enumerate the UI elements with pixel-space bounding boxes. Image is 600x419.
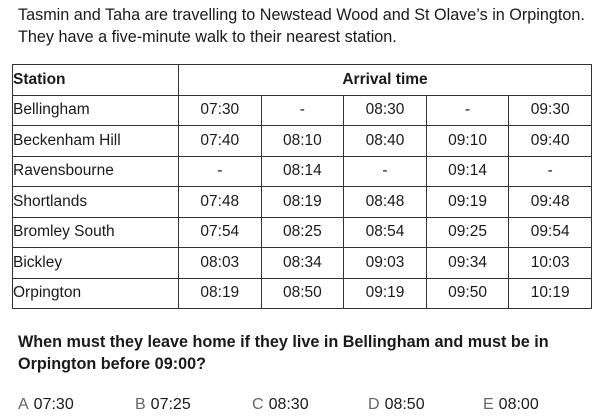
table-row <box>13 95 592 126</box>
option-letter: E <box>483 396 494 413</box>
arrival-time-cell: 09:34 <box>426 248 509 279</box>
arrival-time-cell: 09:19 <box>344 278 427 309</box>
arrival-time-cell: 08:19 <box>261 187 344 218</box>
arrival-time-cell: 07:40 <box>179 126 262 157</box>
arrival-time-cell: 09:48 <box>509 187 592 218</box>
arrival-time-cell: 08:40 <box>344 126 427 157</box>
answer-options <box>18 396 593 418</box>
arrival-time-cell: 08:48 <box>344 187 427 218</box>
arrival-time-cell: 09:54 <box>509 217 592 248</box>
question-text: When must they leave home if they live in Bellingham and must be in Orpington before 09:00? <box>18 333 549 373</box>
option-b[interactable] <box>135 396 191 414</box>
arrival-time-cell: 09:19 <box>426 187 509 218</box>
arrival-time-cell: 08:14 <box>261 156 344 187</box>
station-name-cell: Bickley <box>13 248 179 279</box>
arrival-time-cell: 10:03 <box>509 248 592 279</box>
arrival-time-cell: 07:30 <box>179 95 262 126</box>
option-letter: B <box>135 396 146 413</box>
arrival-time-cell: - <box>509 156 592 187</box>
timetable-header-row <box>13 65 592 96</box>
station-column-header: Station <box>13 65 179 96</box>
option-c[interactable] <box>252 396 309 414</box>
arrival-time-cell: - <box>426 95 509 126</box>
station-name-cell: Bellingham <box>13 95 179 126</box>
arrival-time-cell: 08:25 <box>261 217 344 248</box>
arrival-time-cell: 09:14 <box>426 156 509 187</box>
arrival-time-cell: 08:54 <box>344 217 427 248</box>
table-row <box>13 187 592 218</box>
table-row <box>13 126 592 157</box>
option-d[interactable] <box>368 396 425 414</box>
arrival-time-header: Arrival time <box>179 65 592 96</box>
option-value: 07:25 <box>150 396 191 413</box>
arrival-time-cell: - <box>179 156 262 187</box>
option-letter: A <box>18 396 29 413</box>
option-a[interactable] <box>18 396 74 414</box>
option-value: 08:30 <box>268 396 309 413</box>
option-value: 08:50 <box>384 396 425 413</box>
arrival-time-cell: 08:34 <box>261 248 344 279</box>
arrival-time-cell: 08:30 <box>344 95 427 126</box>
arrival-time-cell: 09:03 <box>344 248 427 279</box>
option-letter: D <box>368 396 380 413</box>
table-row <box>13 217 592 248</box>
arrival-time-cell: 09:10 <box>426 126 509 157</box>
arrival-time-cell: 09:40 <box>509 126 592 157</box>
arrival-time-cell: 09:30 <box>509 95 592 126</box>
station-name-cell: Orpington <box>13 278 179 309</box>
arrival-time-cell: 09:25 <box>426 217 509 248</box>
station-name-cell: Beckenham Hill <box>13 126 179 157</box>
intro-text: Tasmin and Taha are travelling to Newstead Wood and St Olave’s in Orpington. They have a five-minute walk to their nearest station. <box>18 6 585 46</box>
arrival-time-cell: 08:50 <box>261 278 344 309</box>
table-row <box>13 248 592 279</box>
arrival-time-cell: 10:19 <box>509 278 592 309</box>
arrival-time-cell: 08:19 <box>179 278 262 309</box>
arrival-time-cell: 08:03 <box>179 248 262 279</box>
table-row <box>13 278 592 309</box>
station-name-cell: Ravensbourne <box>13 156 179 187</box>
arrival-time-cell: - <box>344 156 427 187</box>
table-row <box>13 156 592 187</box>
arrival-time-cell: 09:50 <box>426 278 509 309</box>
option-value: 08:00 <box>498 396 539 413</box>
option-value: 07:30 <box>33 396 74 413</box>
station-name-cell: Bromley South <box>13 217 179 248</box>
station-name-cell: Shortlands <box>13 187 179 218</box>
train-timetable <box>12 64 592 309</box>
arrival-time-cell: 07:54 <box>179 217 262 248</box>
arrival-time-cell: 07:48 <box>179 187 262 218</box>
option-e[interactable] <box>483 396 539 414</box>
arrival-time-cell: 08:10 <box>261 126 344 157</box>
arrival-time-cell: - <box>261 95 344 126</box>
option-letter: C <box>252 396 264 413</box>
